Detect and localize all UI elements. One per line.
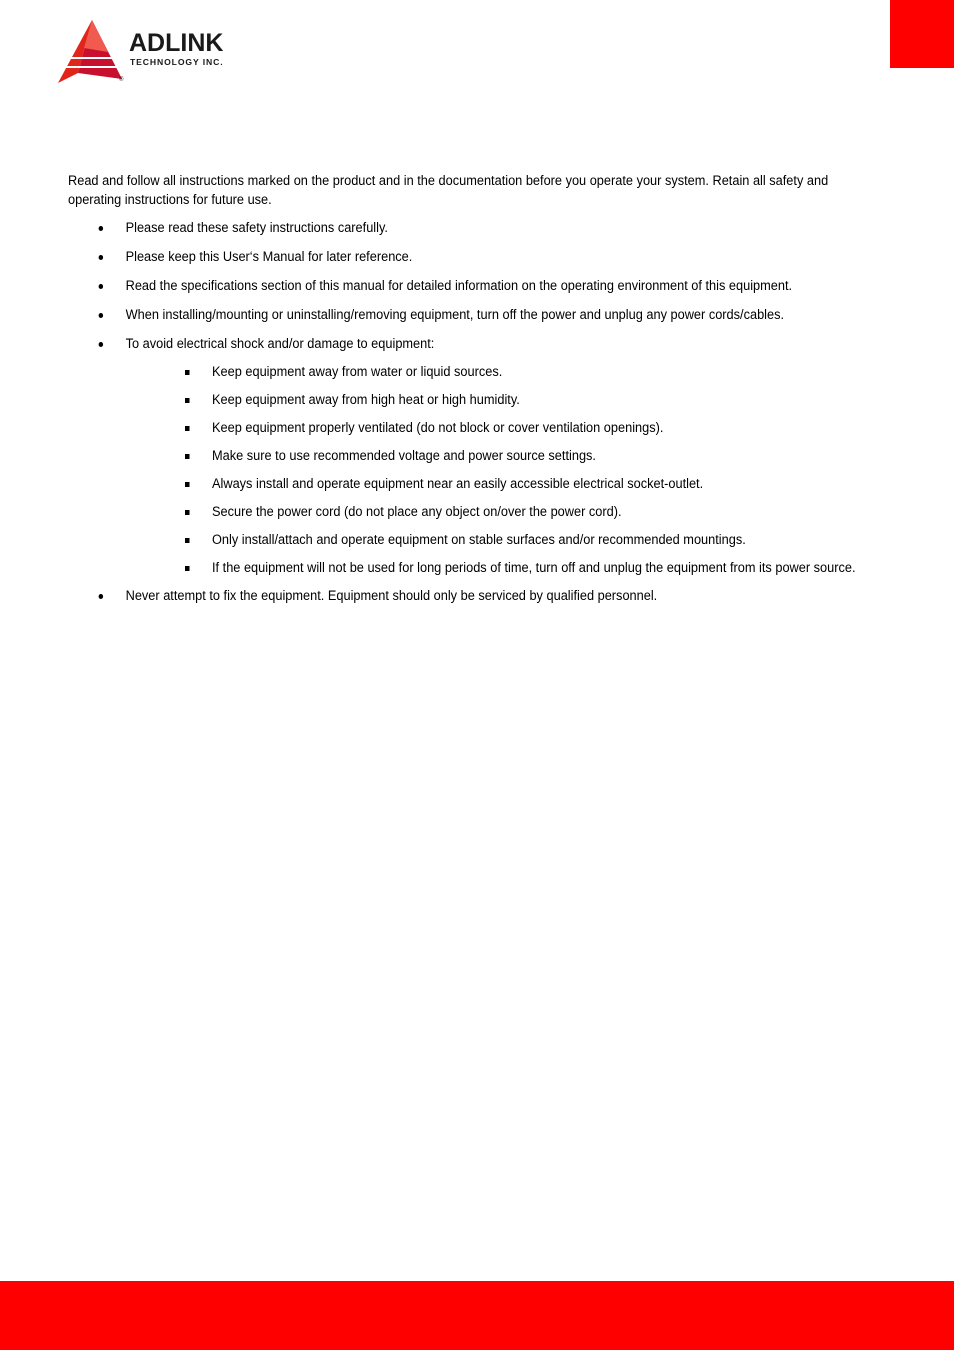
instruction-list (68, 219, 856, 606)
sub-list-item-text: Make sure to use recommended voltage and power source settings. (212, 448, 596, 464)
sub-list-item-text: Only install/attach and operate equipment on stable surfaces and/or recommended mountings. (212, 532, 746, 548)
list-item (68, 219, 788, 238)
sub-list-item (126, 503, 788, 522)
square-bullet-icon (185, 398, 190, 403)
list-item (68, 248, 788, 267)
list-item-text: Never attempt to fix the equipment. Equipment should only be serviced by qualified personnel. (125, 588, 658, 604)
list-item-text: When installing/mounting or uninstalling/removing equipment, turn off the power and unplug any power cords/cables. (125, 307, 785, 323)
square-bullet-icon (185, 426, 190, 431)
corner-tab (890, 0, 954, 68)
sub-list (126, 363, 856, 578)
sub-list-item (126, 447, 788, 466)
list-item-text: Please keep this User‘s Manual for later reference. (125, 249, 413, 265)
adlink-triangle-icon (56, 18, 124, 86)
sub-list-item (126, 391, 788, 410)
sub-list-item-text: Keep equipment away from water or liquid sources. (212, 364, 503, 380)
sub-list-item-text: Always install and operate equipment near an easily accessible electrical socket-outlet. (212, 476, 704, 492)
sub-list-item (126, 531, 788, 550)
list-item (68, 277, 793, 296)
square-bullet-icon (185, 482, 190, 487)
sub-list-item (126, 419, 788, 438)
safety-instructions (68, 172, 856, 616)
list-item-text: Please read these safety instructions carefully. (125, 220, 388, 236)
adlink-logo (56, 18, 271, 88)
square-bullet-icon (185, 510, 190, 515)
sub-list-item (126, 559, 856, 578)
brand-name: ADLINK (129, 29, 224, 57)
brand-tagline: TECHNOLOGY INC. (130, 57, 224, 67)
square-bullet-icon (185, 454, 190, 459)
sub-list-item-text: Keep equipment away from high heat or high humidity. (212, 392, 520, 408)
registered-mark: ® (119, 77, 124, 83)
square-bullet-icon (185, 566, 190, 571)
sub-list-item-text: If the equipment will not be used for long periods of time, turn off and unplug the equipment from its power source. (212, 560, 856, 576)
square-bullet-icon (185, 370, 190, 375)
list-item-text: To avoid electrical shock and/or damage to equipment: (125, 336, 435, 352)
list-item-text: Read the specifications section of this manual for detailed information on the operating environment of this equipment. (125, 278, 793, 294)
footer-band (0, 1281, 954, 1350)
list-item (68, 587, 788, 606)
sub-list-item (126, 475, 788, 494)
bullet-icon (99, 342, 104, 347)
sub-list-item-text: Keep equipment properly ventilated (do not block or cover ventilation openings). (212, 420, 664, 436)
bullet-icon (99, 226, 104, 231)
sub-list-item (126, 363, 788, 382)
bullet-icon (99, 255, 104, 260)
bullet-icon (99, 284, 104, 289)
sub-list-item-text: Secure the power cord (do not place any object on/over the power cord). (212, 504, 622, 520)
bullet-icon (99, 313, 104, 318)
list-item (68, 335, 856, 578)
list-item (68, 306, 788, 325)
square-bullet-icon (185, 538, 190, 543)
bullet-icon (99, 594, 104, 599)
intro-paragraph: Read and follow all instructions marked on the product and in the documentation before you operate your system. Retain all safety and operating instructions for future use. (68, 173, 829, 208)
